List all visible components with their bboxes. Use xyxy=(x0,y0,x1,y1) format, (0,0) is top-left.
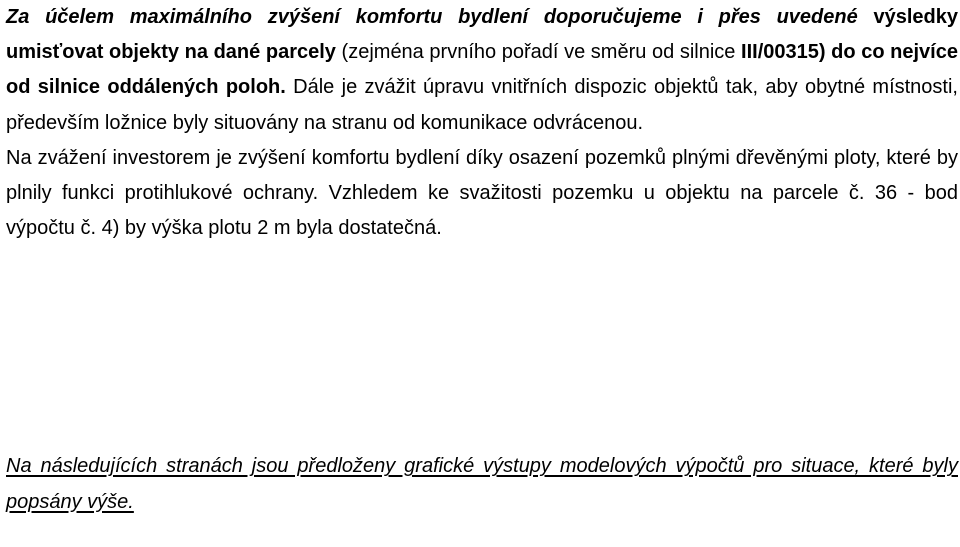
recommendation-bold-2: III/00315) do co nejvíce od silnice oddálených poloh. xyxy=(6,41,958,99)
document-body xyxy=(6,0,958,520)
recommendation-normal-2: Dále je zvážit úpravu vnitřních dispozic objektů tak, aby obytné místnosti, především ložnice byly situovány na stranu od komunikace odvrácenou. xyxy=(6,76,958,134)
recommendation-paragraph xyxy=(6,0,958,141)
recommendation-normal-1: (zejména prvního pořadí ve směru od silnice xyxy=(335,41,736,64)
spacer xyxy=(6,246,958,449)
recommendation-bold-1: výsledky umisťovat objekty na dané parcely xyxy=(6,6,958,64)
graphics-note-paragraph: Na následujících stranách jsou předloženy grafické výstupy modelových výpočtů pro situace, které byly popsány výše. xyxy=(6,455,958,513)
fence-paragraph: Na zvážení investorem je zvýšení komfortu bydlení díky osazení pozemků plnými dřevěnými ploty, které by plnily funkci protihlukové ochrany. Vzhledem ke svažitosti pozemku u objektu na parcele č. 36 - bod výpočtu č. 4) by výška plotu 2 m byla dostatečná. xyxy=(6,146,958,240)
recommendation-lead: Za účelem maximálního zvýšení komfortu bydlení doporučujeme i přes uvedené xyxy=(6,6,858,28)
